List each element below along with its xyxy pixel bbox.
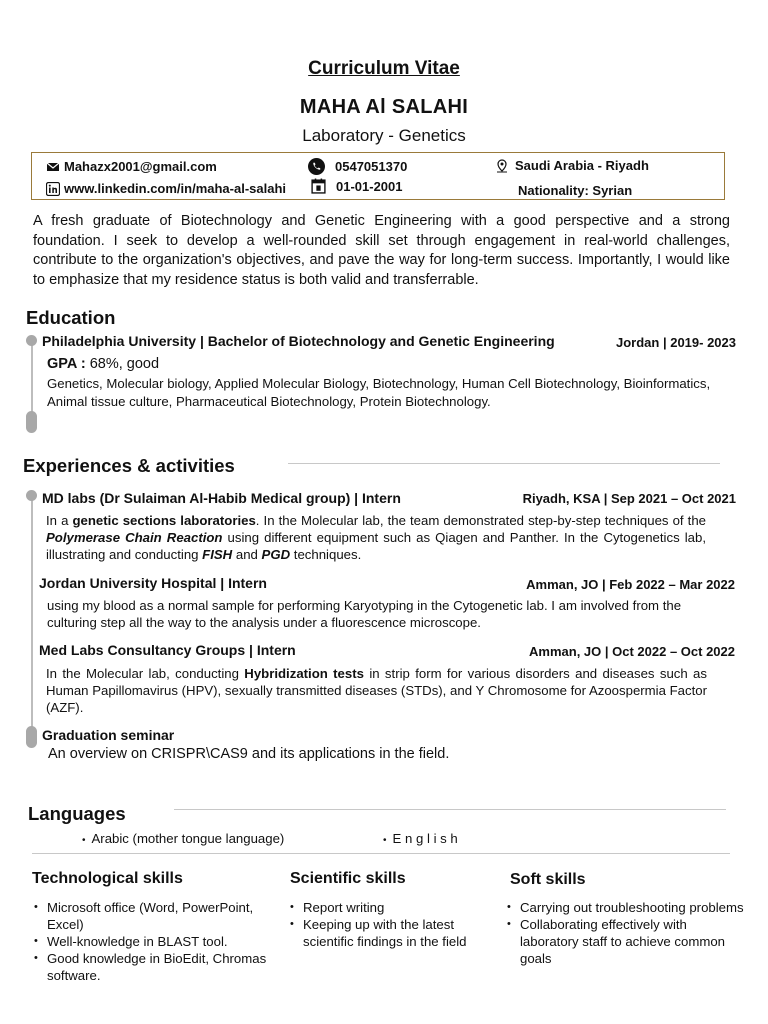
experience-description: using my blood as a normal sample for performing Karyotyping in the Cytogenetic lab. I am involved from the culturing step all the way to the analysis under a fluorescence microscope. bbox=[47, 598, 682, 630]
calendar-icon bbox=[311, 178, 326, 194]
list-item: • Collaborating effectively with laboratory staff to achieve common goals bbox=[505, 916, 747, 967]
profile-summary: A fresh graduate of Biotechnology and Genetic Engineering with a good perspective and a strong foundation. I seek to develop a well-rounded skill set through engagement in real-world challenges, contribute to the organization's objectives, and pave the way for long-term success. Importantly, I would like to emphasize that my residence status is both valid and transferrable. bbox=[33, 213, 730, 288]
list-item: • Report writing bbox=[288, 899, 488, 916]
education-heading: Education bbox=[26, 307, 116, 328]
experience-description: In a genetic sections laboratories. In the Molecular lab, the team demonstrated step-by-step techniques of the Polymerase Chain Reaction using different equipment such as Qiagen and Panther. In the Cytogenetics lab, illustrating and conducting FISH and PGD techniques. bbox=[46, 513, 706, 562]
experience-meta: Riyadh, KSA | Sep 2021 – Oct 2021 bbox=[522, 491, 736, 506]
education-meta: Jordan | 2019- 2023 bbox=[616, 335, 736, 350]
timeline-dot bbox=[26, 726, 37, 748]
candidate-name: MAHA Al SALAHI bbox=[299, 96, 469, 118]
gpa-label: GPA : bbox=[47, 356, 86, 372]
experience-timeline bbox=[31, 494, 33, 744]
technological-skills-heading: Technological skills bbox=[32, 870, 183, 887]
dob-text: 01-01-2001 bbox=[336, 178, 403, 194]
timeline-dot bbox=[26, 335, 37, 346]
gpa-line bbox=[47, 356, 159, 372]
envelope-icon bbox=[46, 160, 60, 174]
list-item: • Microsoft office (Word, PowerPoint, Excel) bbox=[32, 899, 282, 933]
experience-description: In the Molecular lab, conducting Hybridization tests in strip form for various disorders and diseases such as Human Papillomavirus (HPV), sexually transmitted diseases (STDs), and Y Chromosome for Azoospermia Factor (AZF). bbox=[46, 666, 707, 715]
list-item: • Carrying out troubleshooting problems bbox=[505, 899, 747, 916]
technological-skills-list bbox=[32, 899, 282, 984]
timeline-dot bbox=[26, 411, 37, 433]
location-text: Saudi Arabia - Riyadh bbox=[515, 158, 649, 173]
linkedin-text: www.linkedin.com/in/maha-al-salahi bbox=[64, 181, 287, 196]
experience-meta: Amman, JO | Oct 2022 – Oct 2022 bbox=[529, 644, 735, 659]
list-item: • Good knowledge in BioEdit, Chromas software. bbox=[32, 950, 282, 984]
seminar-title: Graduation seminar bbox=[42, 727, 175, 743]
education-title: Philadelphia University | Bachelor of Biotechnology and Genetic Engineering bbox=[42, 333, 555, 349]
experience-meta: Amman, JO | Feb 2022 – Mar 2022 bbox=[526, 577, 735, 592]
phone-text: 0547051370 bbox=[335, 159, 408, 174]
education-courses: Genetics, Molecular biology, Applied Molecular Biology, Biotechnology, Human Cell Biotechnology, Bioinformatics, Animal tissue culture, Pharmaceutical Biotechnology, Protein Biotechnology. bbox=[47, 376, 711, 409]
dob-item bbox=[311, 178, 403, 194]
soft-skills-heading: Soft skills bbox=[510, 871, 586, 888]
list-item: • Keeping up with the latest scientific findings in the field bbox=[288, 916, 488, 950]
location-item bbox=[495, 158, 649, 173]
experience-title: Med Labs Consultancy Groups | Intern bbox=[39, 642, 296, 658]
phone-icon bbox=[308, 158, 325, 175]
email-text: Mahazx2001@gmail.com bbox=[64, 159, 217, 174]
soft-skills-list bbox=[505, 899, 747, 967]
map-pin-icon bbox=[495, 159, 509, 173]
timeline-dot bbox=[26, 490, 37, 501]
email-item[interactable] bbox=[46, 159, 217, 174]
contact-box bbox=[31, 152, 725, 200]
document-title: Curriculum Vitae bbox=[308, 58, 460, 79]
experience-title: MD labs (Dr Sulaiman Al-Habib Medical group) | Intern bbox=[42, 490, 401, 506]
language-item: • Arabic (mother tongue language) bbox=[82, 831, 285, 846]
job-title: Laboratory - Genetics bbox=[302, 126, 466, 145]
linkedin-icon bbox=[46, 182, 60, 196]
skills-rule bbox=[32, 853, 730, 854]
list-item: • Well-knowledge in BLAST tool. bbox=[32, 933, 282, 950]
linkedin-item[interactable] bbox=[46, 181, 286, 196]
language-item: • E n g l i s h bbox=[383, 831, 458, 846]
languages-heading: Languages bbox=[28, 803, 126, 824]
experience-title: Jordan University Hospital | Intern bbox=[39, 575, 267, 591]
education-timeline bbox=[31, 340, 33, 420]
experience-heading: Experiences & activities bbox=[23, 455, 235, 476]
languages-rule bbox=[174, 809, 726, 810]
scientific-skills-heading: Scientific skills bbox=[290, 870, 406, 887]
seminar-description: An overview on CRISPR\CAS9 and its applications in the field. bbox=[48, 746, 450, 762]
nationality-text: Nationality: Syrian bbox=[518, 183, 633, 198]
phone-item[interactable] bbox=[308, 158, 407, 175]
nationality-item bbox=[518, 183, 632, 198]
scientific-skills-list bbox=[288, 899, 488, 950]
gpa-value: 68%, good bbox=[85, 356, 160, 372]
experience-rule bbox=[288, 463, 720, 464]
